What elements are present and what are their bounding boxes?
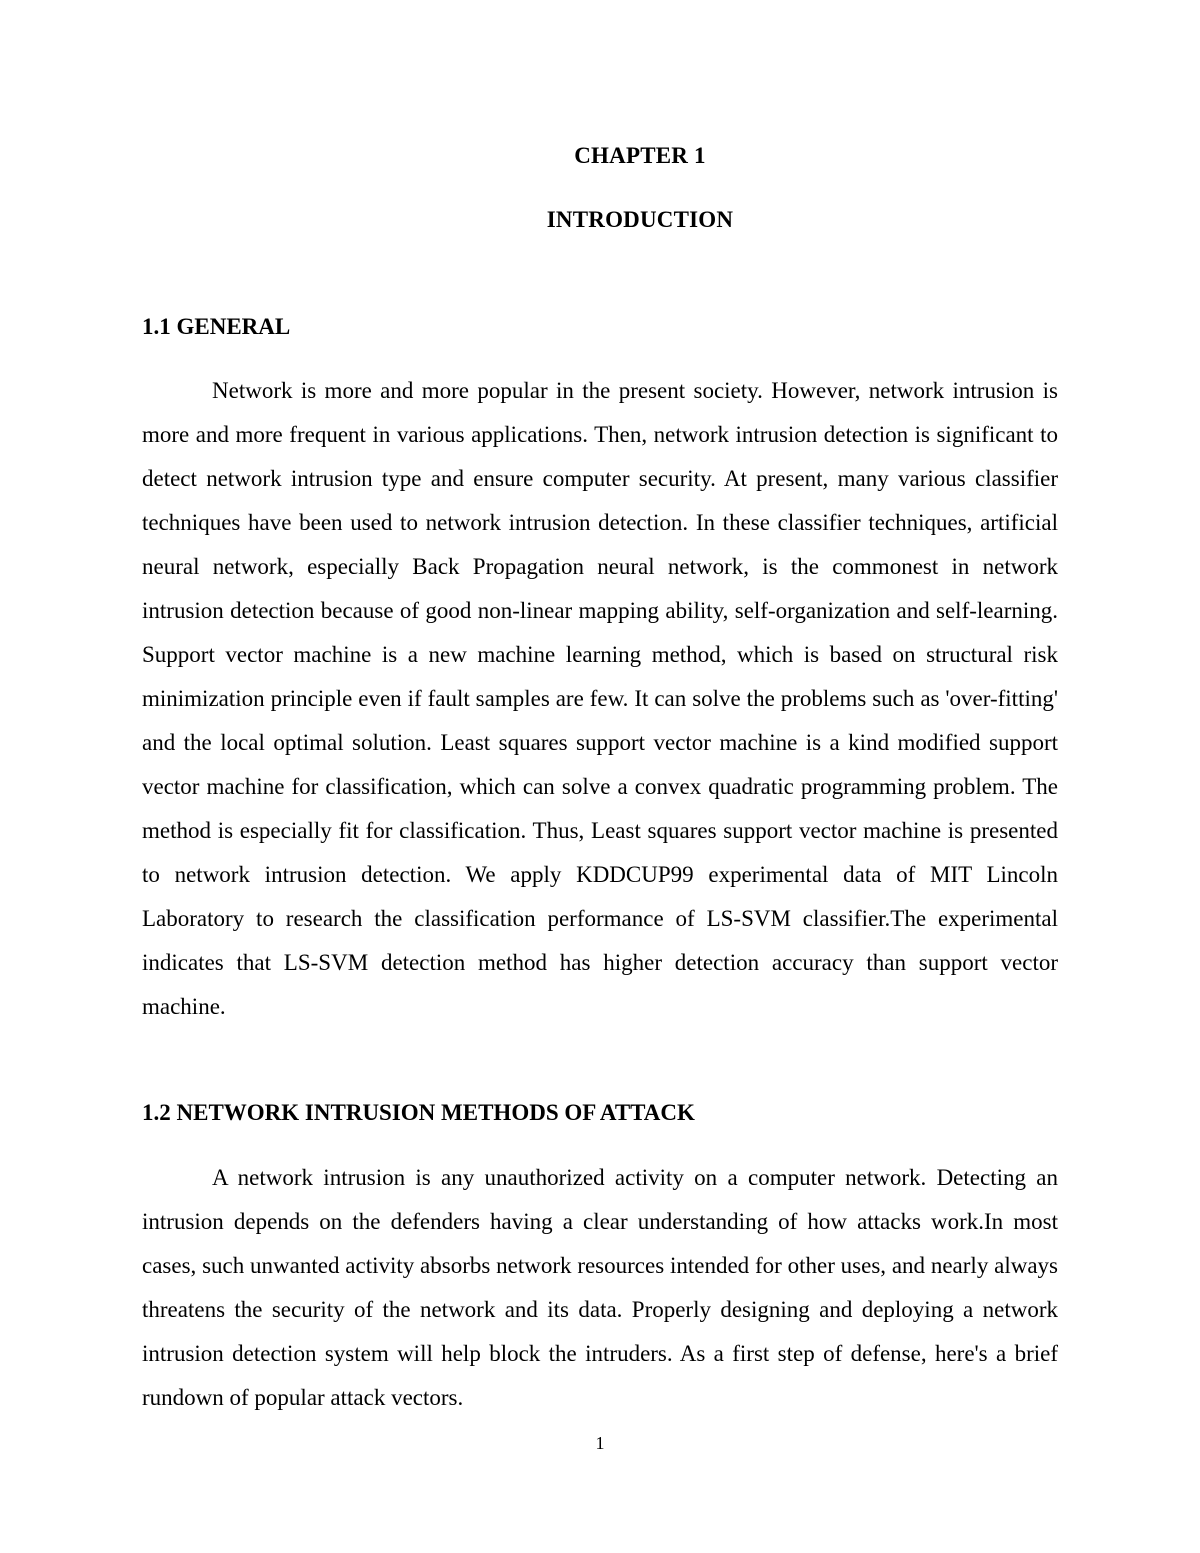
section-heading-network-intrusion: 1.2 NETWORK INTRUSION METHODS OF ATTACK [142,1100,695,1125]
chapter-title: INTRODUCTION [546,207,734,232]
section-body-general: Network is more and more popular in the present society. However, network intrusion is more and more frequent in various applications. Then, network intrusion detection is significant to detect network intrusion type and ensure computer security. At present, many various classifier techniques have been used to network intrusion detection. In these classifier techniques, artificial neural network, especially Back Propagation neural network, is the commonest in network intrusion detection because of good non-linear mapping ability, self-organization and self-learning. Support vector machine is a new machine learning method, which is based on structural risk minimization principle even if fault samples are few. It can solve the problems such as 'over-fitting' and the local optimal solution. Least squares support vector machine is a kind modified support vector machine for classification, which can solve a convex quadratic programming problem. The method is especially fit for classification. Thus, Least squares support vector machine is presented to network intrusion detection. We apply KDDCUP99 experimental data of MIT Lincoln Laboratory to research the classification performance of LS-SVM classifier.The experimental indicates that LS-SVM detection method has higher detection accuracy than support vector machine. [142,378,1058,1019]
section-body-network-intrusion: A network intrusion is any unauthorized activity on a computer network. Detecting an intrusion depends on the defenders having a clear understanding of how attacks work.In most cases, such unwanted activity absorbs network resources intended for other uses, and nearly always threatens the security of the network and its data. Properly designing and deploying a network intrusion detection system will help block the intruders. As a first step of defense, here's a brief rundown of popular attack vectors. [142,1165,1058,1410]
chapter-number: CHAPTER 1 [574,143,706,168]
page-number: 1 [595,1433,605,1453]
section-heading-general: 1.1 GENERAL [142,314,291,339]
